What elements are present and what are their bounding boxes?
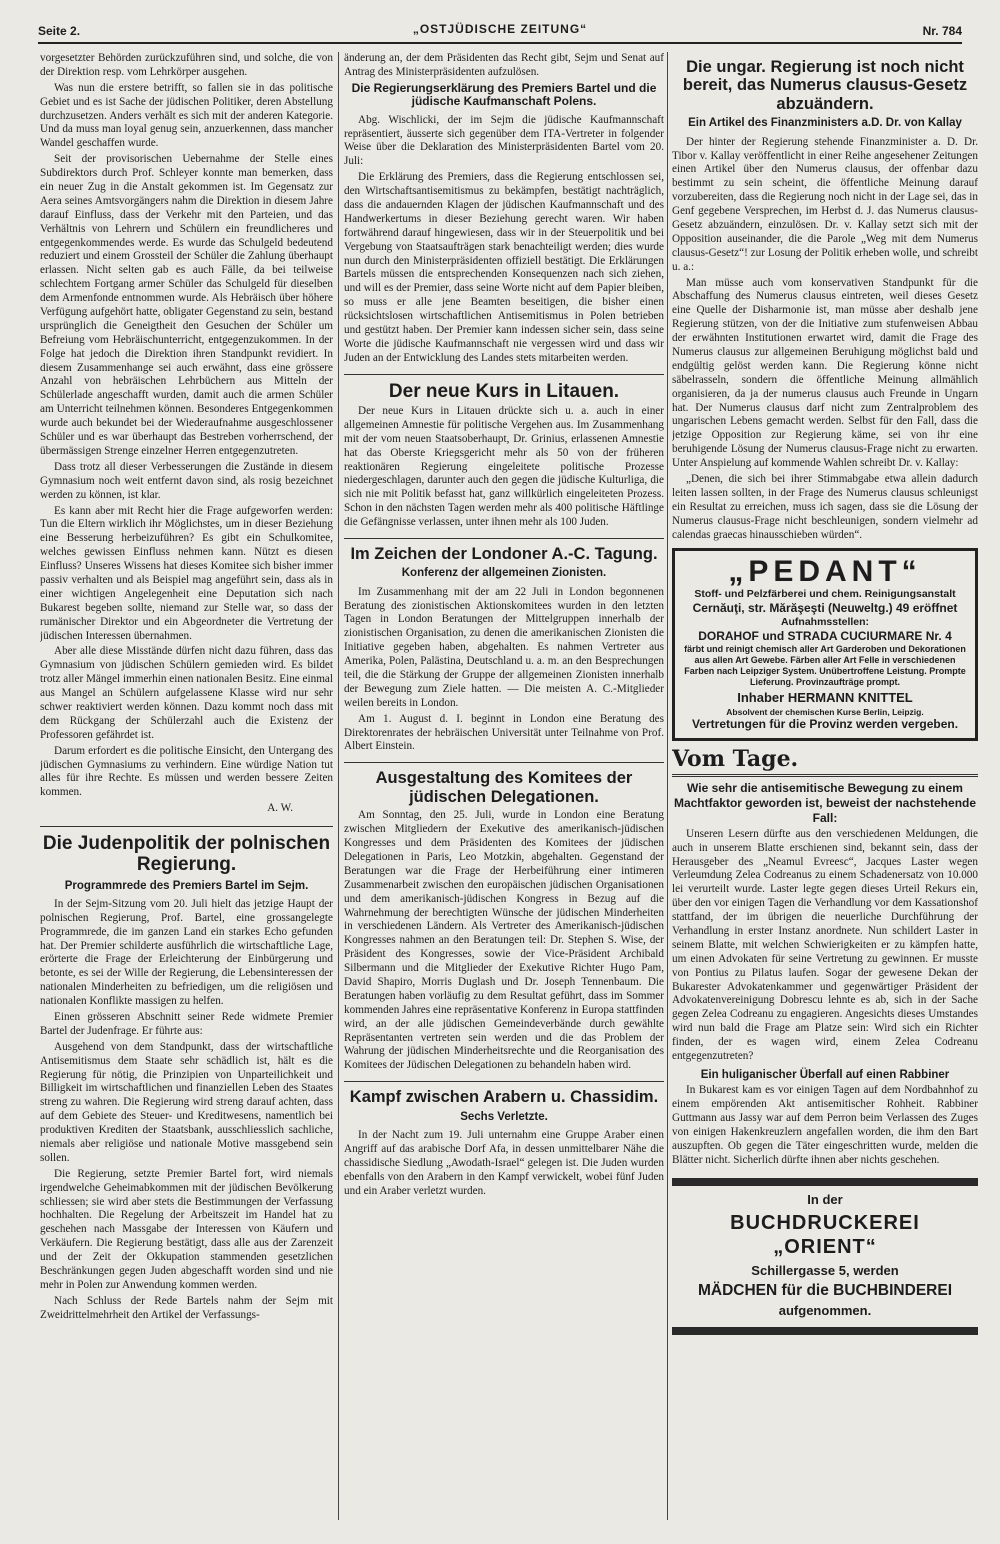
paragraph: Die Erklärung des Premiers, dass die Regierung entschlossen sei, den Wirtschaftsantisemitismus zu bekämpfen, bestätigt nachträglich, dass die andauernden Klagen der jüdischen Kaufmannschaft und des Handwerkertums in dieser Beziehung gerecht waren. Wir haben fortwährend darauf hingewiesen, dass wir in der Steuerpolitik und bei Vergebung von Staatsaufträgen stark benachteiligt werden; dies wurde nun durch den Ministerpräsidenten offiziell bestätigt. Die Erklärungen Bartels müssen die entsprechenden Konsequenzen nach sich ziehen, und will es der Premier, dass seine Worte nicht auf dem Papier bleiben, so muss er alle jene Beamten beseitigen, die bisher einen rücksichtslosen wirtschaftlichen Antisemitismus in Polen betrieben und gestützt haben. Der Premier kann indessen sicher sein, dass seine Worte die jüdische Kaufmannschaft nie vergessen wird und dass wir Juden an der Entwicklung des Landes stets mitarbeiten werden.: [344, 171, 664, 364]
subheadline: Sechs Verletzte.: [460, 1110, 548, 1123]
paragraph: Es kann aber mit Recht hier die Frage aufgeworfen werden: Tun die Eltern wirklich ihr Möglichstes, um in dieser Beziehung eine Besserung herbeizuführen? Es gibt ein Schulkomitee, welches gewissen Einfluss nehmen kann. Nützt es diesen Einfluss? Unseres Wissens hat dieses Komitee sich bisher immer passiv verhalten und als Beispiel mag angeführt sein, dass als in einer wichtigen Angelegenheit eine Deputation sich nach Bukarest begeben sollte, niemand zur Stelle war, so dass der rumänischer Direktor und ein Abgeordneter die Vertretung der jüdischen Interessen übernahmen.: [40, 504, 333, 642]
ad-brand: „PEDANT“: [728, 555, 922, 589]
headline-vom-tage: Vom Tage.: [672, 746, 799, 773]
masthead-rule: [38, 42, 962, 44]
column-1: [40, 52, 333, 1524]
paragraph: In der Sejm-Sitzung vom 20. Juli hielt das jetzige Haupt der polnischen Regierung, Prof. Bartel, eine grossangelegte Programmrede, die im ganzen Land ein starkes Echo gefunden hat. Der Premier schilderte ausführlich die wirtschaftliche Lage, erörterte die Frage der Erleichterung der Einbürgerung und betonte, es sei der Wille der Regierung, die Lebensinteressen der nationalen Minderheiten zu befriedigen, um die religiösen und nationalen Konflikte massigen zu helfen.: [40, 897, 333, 1008]
paragraph: Im Zusammenhang mit der am 22 Juli in London begonnenen Beratung des zionistischen Aktionskomitees wurden in den letzten Tagen in London Beratungen der Mittelgruppen innerhalb der zionistischen Organisation, zu denen die amerikanischen Zionisten die Initiative gegeben haben, abgehalten. Es nahmen Vertreter aus Amerika, Polen, Palästina, Deutschland u. a. m. an den Besprechungen teil, die die Stärkung der Gruppe der allgemeinen Zionisten innerhalb der Bewegung zum Ziele hatten. — Die meisten A. C.-Mitglieder weilen bereits in London.: [344, 585, 664, 709]
paragraph: Dass trotz all dieser Verbesserungen die Zustände in diesem Gymnasium noch weit entfernt davon sind, als rosig bezeichnet werden zu können, ist klar.: [40, 460, 333, 501]
paragraph: In Bukarest kam es vor einigen Tagen auf dem Nordbahnhof zu einem empörenden Akt antisemitischer Rohheit. Rabbiner Guttmann aus Jassy war auf dem Perron beim Verlassen des Zuges von einigen Hakenkreuzlern angefallen worden, die ihm den Bart auszupften. Ob gegen die Täter eingeschritten wurde, melden die Blätter nicht. Sicherlich dürfte ihnen aber nichts geschehen.: [672, 1084, 978, 1166]
paragraph: Der hinter der Regierung stehende Finanzminister a. D. Dr. Tibor v. Kallay veröffentlicht in einer Reihe angesehener Zeitungen einen Artikel über den Numerus clausus, der offenbar dazu bestimmt zu sein scheint, die öffentliche Meinung darauf vorzubereiten, dass die Regierung noch nicht in der Lage sei, das in Genf gegebene Versprechen, im Herbst d. J. das Numerus clausus-Gesetz abzuändern, einzulösen. Dr. v. Kallay setzt sich mit der Opposition auseinander, die die Parole „Weg mit dem Numerus clausus-Gesetz“! zur Losung der Politik erheben wolle, und schreibt u. a.:: [672, 135, 978, 273]
ad-line: aufgenommen.: [778, 1302, 872, 1318]
headline-judenpolitik: Die Judenpolitik der polnischen Regierung.: [42, 833, 331, 876]
headline-numerus-clausus: Die ungar. Regierung ist noch nicht bereit, das Numerus clausus-Gesetz abzuändern.: [682, 58, 968, 113]
ad-line: Vertretungen für die Provinz werden vergeben.: [691, 717, 959, 732]
ad-line: Schillergasse 5, werden: [751, 1263, 899, 1279]
advertisement-pedant: [672, 548, 978, 741]
lead-text: Wie sehr die antisemitische Bewegung zu einem Machtfaktor geworden ist, beweist der nachstehende Fall:: [673, 780, 977, 825]
ad-line: Aufnahmsstellen:: [780, 616, 870, 629]
paragraph: Man müsse auch vom konservativen Standpunkt für die Abschaffung des Numerus clausus eintreten, weil dieses Gesetz eine Quelle der Disharmonie ist, man müsse aber deshalb jene Regierung stützen, von der die Initiative zum stufenweisen Abbau der erwähnten Institutionen erwartet wird, damit die Frage des Numerus clausus zur allgemeinen Beruhigung möglichst bald und endgültig gelöst werden kann. Die Regierung könne nicht säbelrasseln, sondern die öffentliche Meinung allmählich organisieren, da ja der numerus clausus auch Freunde in Ungarn hat. Der Numerus clausus darf nicht zum Zentralproblem des ungarischen Lebens gemacht werden. Selbst für den Fall, dass die jetzige Opposition zur Regierung käme, sei von ihr eine beruhigende Lösung der Numerus clausus-Frage nicht zu erwarten. Unter Anspielung auf kommende Wahlen schreibt Dr. v. Kallay:: [672, 276, 978, 470]
subheadline: Ein Artikel des Finanzministers a.D. Dr. von Kallay: [688, 117, 962, 130]
headline-regierungserklaerung: Die Regierungserklärung des Premiers Bartel und die jüdische Kaufmanschaft Polens.: [351, 80, 657, 109]
paragraph: Aber alle diese Misstände dürfen nicht dazu führen, dass das Gymnasium von jüdischen Schülern gemieden wird. Es bildet trotz aller Mängel immerhin einen nationalen Besitz. Eine einmal aus Mangel an Schülern aufgelassene Klasse wird nur sehr schwer reaktiviert werden können. Dazu kommt noch dass mit dem Rückgang der Schülerzahl auch die Existenz der Professoren gefährdet ist.: [40, 645, 333, 741]
paragraph: änderung an, der dem Präsidenten das Recht gibt, Sejm und Senat auf Antrag des Ministerpräsidenten aufzulösen.: [344, 52, 664, 78]
paragraph: Einen grösseren Abschnitt seiner Rede widmete Premier Bartel der Judenfrage. Er führte aus:: [40, 1011, 333, 1037]
paragraph: Seit der provisorischen Uebernahme der Stelle eines Subdirektors durch Prof. Schleyer konnte man bemerken, dass ein neuer Zug in die Anstalt gekommen ist. Im Gegensatz zur Aera seines Amtsvorgängers nahm die Direktion in diesem Jahre darauf Einfluss, dass der Verkehr mit den Parteien, und das Verhältnis von Lehrern und Schülern ein freundlicheres und entgegenkommendes werde. Es wurde das Schulgeld bedeutend reduziert und einem Grossteil der Schüler die Zahlung überhaupt erlassen. Nicht selten gab es auch Fälle, da bei teilweise schlechtem Fortgang armer Schüler das Schulgeld für dieselben dem Armenfonde entnommen wurde. Als Hebräisch über höhere Verfügung aufgehört hatte, obligater Gegenstand zu sein, bestand ursprünglich die Geneigtheit den Gesuchen der Schüler um Befreiung vom Hebräischunterricht, entgegenzukommen. In der Folge hat jedoch die Direktion ihren Standpunkt revidiert. In diesem Zusammenhange sei auch erwähnt, dass eine grössere Anzahl von hebräischen Lehrbüchern aus Mitteln der Schülerlade angeschafft wurden, damit auch die armen Schüler am Unterricht teilnehmen können. Besonderes Entgegenkommen wurde auch bekundet bei der Wiederaufnahme ausgeschlossener Schüler und es war überhaupt das Bestreben vorherrschend, der übermässigen Strenge einzelner Herren entgegenzutreten.: [40, 153, 333, 457]
paragraph: In der Nacht zum 19. Juli unternahm eine Gruppe Araber einen Angriff auf das arabische Dorf Afa, in dessen unmittelbarer Nähe die chassidische Siedlung „Awodath-Israel“ gelegen ist. Die Juden wurden ebenfalls von den Arabern in den Kampf verwickelt, wobei fünf Juden und ein Araber verletzt wurden.: [344, 1128, 664, 1197]
paragraph: Der neue Kurs in Litauen drückte sich u. a. auch in einer allgemeinen Amnestie für politische Vergehen aus. Im Zusammenhang mit der vom neuen Staatsoberhaupt, Dr. Grinius, erlassenen Amnestie hat das Oberste Kriegsgericht mehr als 50 von der früheren reaktionären Regierung eingeleitete politische Prozesse niedergeschlagen, darunter auch den gegen die jüdische Kulturliga, die sich nie mit Politik befasst hat, ganz willkürlich eingeleiteten Prozess. Schon in den nächsten Tagen werden mehr als 400 politische Häftlinge die Gefängnisse verlassen, unter ihnen mehr als 100 Juden.: [344, 404, 664, 529]
article-separator: [40, 826, 333, 827]
paragraph: Am 1. August d. I. beginnt in London eine Beratung des Direktorenrates der hebräischen Universität unter Teilnahme von Prof. Albert Einstein.: [344, 712, 664, 753]
ad-description: färbt und reinigt chemisch aller Art Garderoben und Dekorationen aus allen Art Gewebe. Färben aller Art Felle in verschiedenen Farben nach Leipziger System. Unübertroffene Leistung. Prompte Lieferung. Provinzaufträge prompt.: [684, 644, 966, 687]
ad-line: DORAHOF und STRADA CUCIURMARE Nr. 4: [698, 629, 952, 644]
paragraph: Was nun die erstere betrifft, so fallen sie in das politische Gebiet und es ist Sache der jüdischen Politiker, deren Abstellung durchzusetzen. Anders verhält es sich mit der anderen Kategorie. Und da muss man loyal genug sein, anzuerkennen, dass mancher Wandel geschaffen wurde.: [40, 81, 333, 150]
paragraph: vorgesetzter Behörden zurückzuführen sind, und solche, die von der Direktion resp. vom Lehrkörper ausgehen.: [40, 52, 333, 78]
masthead: [38, 20, 962, 42]
paragraph: Die Regierung, setzte Premier Bartel fort, wird niemals irgendwelche Geheimabkommen mit der jüdischen Bevölkerung schliessen; sie wird aber stets die Bestimmungen der Verfassung hochhalten. Die Regelung der Arbeitszeit im Handel hat zu geschehen nach Massgabe der Interessen von Käufern und Verkäufern. Die Regierung bestätigt, dass alle aus der Zarenzeit und der Zeit der Okkupation stammenden gesetzlichen Beschränkungen gegen Juden abgeschafft worden sind und nie mehr in Polen zur Anwendung kommen werden.: [40, 1167, 333, 1291]
paragraph: Abg. Wischlicki, der im Sejm die jüdische Kaufmannschaft repräsentiert, äusserte sich gegenüber dem ITA-Vertreter in folgender Weise über die Deklaration des Ministerpräsidenten Bartel vom 20. Juli:: [344, 113, 664, 168]
issue-number: Nr. 784: [922, 24, 962, 38]
author-signature: A. W.: [267, 802, 293, 815]
column-divider: [667, 52, 668, 1520]
subheadline: Programmrede des Premiers Bartel im Sejm.: [64, 879, 309, 892]
paragraph: Ausgehend von dem Standpunkt, dass der wirtschaftliche Antisemitismus dem Staate sehr schädlich ist, hält es die Regierung für nötig, die Prinzipien von Unparteilichkeit und Billigkeit im wirtschaftlichen und finanziellen Leben des Staates streng zu wahren. Die Regierung wird streng darauf achten, dass auf dem Gebiete des Steuer- und Kreditwesens, namentlich bei produktiven Krediten der Staatsbank, ausschliesslich sachliche, niemals aber religiöse und nationale Motive massgebend sein sollen.: [40, 1040, 333, 1164]
page-number: Seite 2.: [38, 24, 81, 38]
headline-araber-chassidim: Kampf zwischen Arabern u. Chassidim.: [349, 1088, 659, 1107]
subheadline: Ein huliganischer Überfall auf einen Rabbiner: [700, 1068, 950, 1081]
ad-address: Cernăuţi, str. Mărăşeşti (Neuweltg.) 49 eröffnet: [692, 601, 958, 616]
ad-line: Absolvent der chemischen Kurse Berlin, Leipzig.: [726, 706, 924, 717]
article-separator: [344, 538, 664, 539]
subheadline: Konferenz der allgemeinen Zionisten.: [401, 567, 607, 580]
column-divider: [338, 52, 339, 1520]
article-separator: [344, 762, 664, 763]
paragraph: Unseren Lesern dürfte aus den verschiedenen Meldungen, die auch in unserem Blatte erschienen sind, bekannt sein, dass der Herausgeber des „Neamul Evreesc“, Jacques Laster wegen Verleumdung Zelea Codreanus zu einem Schadenersatz von 10.000 lei verurteilt wurde. Laster legte gegen dieses Urteil Rekurs ein, über den vor einigen Tagen die Verhandlung vor dem Kassationshof stattfand, der im übrigen die neuerliche Durchführung der Verhandlung in erster Instanz anordnete. Nun schildert Laster in seinem Blatte, mit welchen Schwierigkeiten er zu kämpfen hatte, um einen Advokaten für seine Vertretung zu gewinnen. Er musste von Pontius zu Pilatus laufen. Sogar der gewesene Dekan der Bukarester Advokatenkammer und gegenwärtiger Präsident der Advokatenvereinigung Dobrescu lehnte es ab, sich in der Sache gegen Zelea Codreanu zu engagieren. Angesichts dieses Umstandes wird nun bald die Frage am Platze sein: Wird sich ein Richter finden, der es wagen wird, einem Zelea Codreanu entgegenzutreten?: [672, 827, 978, 1063]
ad-line: In der: [807, 1191, 843, 1207]
column-3: [672, 52, 978, 1524]
article-separator: [672, 774, 978, 777]
paragraph: Darum erfordert es die politische Einsicht, den Untergang des jüdischen Gymnasiums zu verhindern. Eine würdige Nation tut alles für ihre Rechte. Es müssen und werden bessere Zeiten kommen.: [40, 744, 333, 799]
newspaper-title: „OSTJÜDISCHE ZEITUNG“: [412, 22, 588, 36]
ad-line: Stoff- und Pelzfärberei und chem. Reinigungsanstalt: [694, 587, 956, 600]
headline-litauen: Der neue Kurs in Litauen.: [388, 380, 620, 402]
article-separator: [344, 374, 664, 375]
ad-line: MÄDCHEN für die BUCHBINDEREI: [697, 1282, 953, 1300]
headline-komitee-delegationen: Ausgestaltung des Komitees der jüdischen Delegationen.: [375, 769, 633, 806]
ad-owner: Inhaber HERMANN KNITTEL: [737, 690, 913, 706]
headline-londoner-tagung: Im Zeichen der Londoner A.-C. Tagung.: [350, 544, 658, 563]
paragraph: Am Sonntag, den 25. Juli, wurde in London eine Beratung zwischen Mitgliedern der Exekutive des amerikanisch-jüdischen Kongresses und dem Präsidenten des Komitees der jüdischen Delegationen in Paris, Leo Motzkin, abgehalten. Gegenstand der Beratungen war die Frage der Herbeiführung einer intimeren Zusammenarbeit zwischen den europäischen jüdischen Organisationen und dem amerikanisch-jüdischen Kongress in Bezug auf die Wahrnehmung der berechtigten Wünsche der jüdischen Minderheiten in verschiedenen Ländern. Als Vertreter des Amerikanisch-jüdischen Kongresses nahmen an den Beratungen teil: Dr. Stephen S. Wise, der Präsident des Kongresses, sowie der Vice-Präsident Archibald Silbermann und die Mitglieder der Exekutive Richter Hugo Pam, David Shapiro, Morris Duglash und Dr. Joseph Tennenbaum. Die Beratungen haben vorläufig zu dem Resultat geführt, dass im Sommer kommenden Jahres eine repräsentative Konferenz in Europa stattfinden wird, an der alle jüdischen Gemeindeverbände durch gewählte Repräsentanten vertreten sein werden und die das Problem der Wahrung der jüdischen Minderheitsrechte und die Reorganisation des Komitees der Jüdischen Delegationen zu behandeln haben wird.: [344, 809, 664, 1072]
column-2: [344, 52, 664, 1524]
article-separator: [344, 1081, 664, 1082]
ad-brand: BUCHDRUCKEREI „ORIENT“: [730, 1211, 920, 1259]
paragraph: „Denen, die sich bei ihrer Stimmabgabe etwa allein dadurch leiten lassen sollten, in der Frage des Numerus clausus schleunigst ein Resultat zu erreichen, muss ich sagen, dass sie die Lösung der Numerus clausus-Frage nicht beschleunigen, sondern vielmehr ad calendas graecas hinausschieben würden“.: [672, 473, 978, 541]
advertisement-buchdruckerei: [672, 1178, 978, 1335]
paragraph: Nach Schluss der Rede Bartels nahm der Sejm mit Zweidrittelmehrheit den Artikel der Verfassungs-: [40, 1294, 333, 1321]
